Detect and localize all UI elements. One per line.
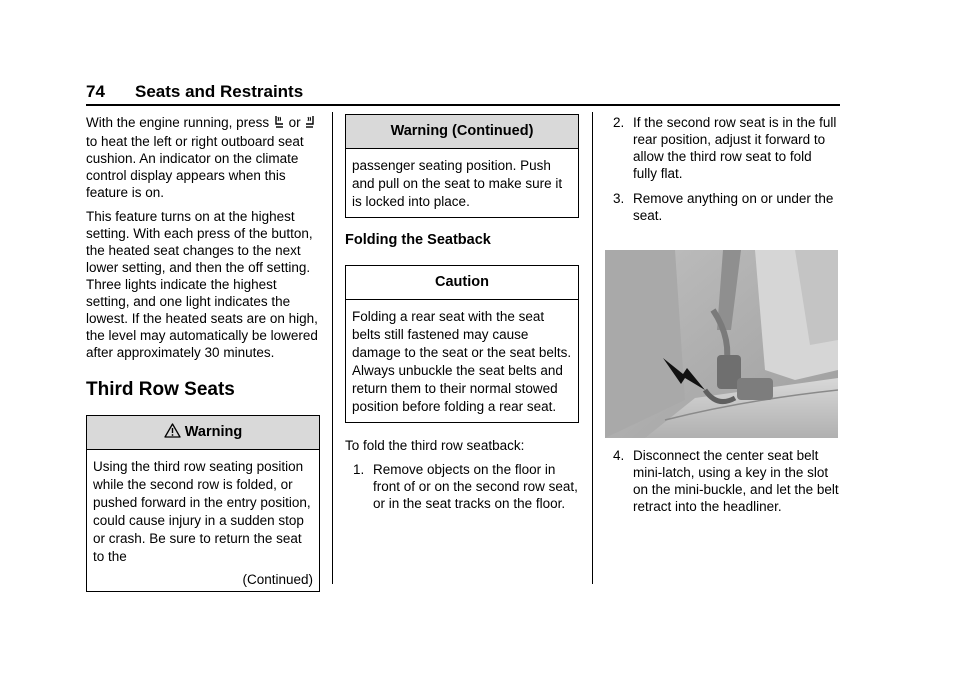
step-text: Remove objects on the floor in front of or on the second row seat, or in the seat tracks on the floor.	[373, 462, 578, 511]
warning-continued-box	[345, 114, 579, 218]
step-number: 4.	[613, 448, 625, 463]
step-number: 1.	[353, 462, 365, 477]
third-row-seats-heading: Third Row Seats	[86, 379, 235, 400]
warning-box	[86, 415, 320, 592]
caution-body: Folding a rear seat with the seat belts still fastened may cause damage to the seat or the seat belts. Always unbuckle the seat belts and return them to their normal stowed position before folding a rear seat.	[352, 309, 572, 414]
steps-list-col3	[605, 114, 839, 224]
warning-triangle-icon	[164, 423, 181, 443]
text-fragment: to heat the left or right outboard seat cushion. An indicator on the climate control display appears when this feature is on.	[86, 134, 304, 200]
column-1	[86, 114, 320, 592]
page-header	[86, 80, 840, 106]
heated-seat-levels-paragraph: This feature turns on at the highest setting. With each press of the button, the heated seat changes to the next lower setting, and then the off setting. Three lights indicate the highest setting, and one light indicates the lowest. If the heated seats are on high, the level may automatically be lowered after approximately 30 minutes.	[86, 209, 318, 360]
fold-intro: To fold the third row seatback:	[345, 438, 525, 453]
page-number: 74	[86, 82, 105, 101]
column-2	[345, 114, 579, 520]
step-text: Remove anything on or under the seat.	[633, 191, 834, 223]
column-divider-2	[592, 112, 593, 584]
warning-continued-header: Warning (Continued)	[346, 115, 578, 149]
folding-seatback-heading: Folding the Seatback	[345, 232, 491, 248]
step-item	[605, 447, 839, 515]
caution-box	[345, 265, 579, 423]
step-text: Disconnect the center seat belt mini-latch, using a key in the slot on the mini-buckle, and let the belt retract into the headliner.	[633, 448, 839, 514]
column-divider-1	[332, 112, 333, 584]
heated-seat-left-icon	[273, 115, 285, 133]
step-item	[605, 114, 839, 182]
steps-list-col2	[345, 461, 579, 512]
warning-body: Using the third row seating position while the second row is folded, or pushed forward in the entry position, could cause injury in a sudden stop or crash. Be sure to return the seat to the	[93, 459, 311, 564]
caution-header: Caution	[346, 266, 578, 300]
step-item	[345, 461, 579, 512]
step-number: 3.	[613, 191, 625, 206]
step-number: 2.	[613, 115, 625, 130]
text-fragment: With the engine running, press	[86, 115, 270, 130]
step-item	[605, 190, 839, 224]
warning-title: Warning	[184, 424, 243, 440]
heated-seat-paragraph	[86, 114, 320, 201]
warning-continued: (Continued)	[242, 572, 313, 587]
text-fragment: or	[288, 115, 301, 130]
section-title: Seats and Restraints	[135, 82, 304, 101]
steps-list-col3-b	[605, 447, 839, 515]
heated-seat-right-icon	[304, 115, 316, 133]
warning-continued-body: passenger seating position. Push and pull on the seat to make sure it is locked into place.	[352, 158, 563, 209]
warning-box-header	[87, 416, 319, 450]
step-text: If the second row seat is in the full rear position, adjust it forward to allow the third row seat to fold fully flat.	[633, 115, 837, 181]
seat-belt-buckle-photo	[605, 250, 838, 438]
header-rule	[86, 104, 840, 106]
column-3	[605, 114, 839, 523]
